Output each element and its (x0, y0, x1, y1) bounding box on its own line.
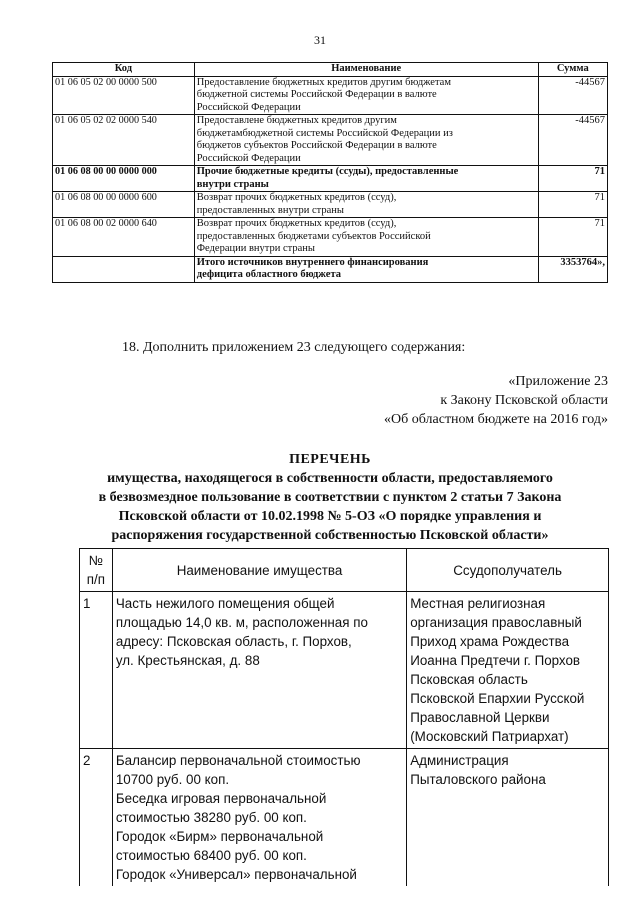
budget-name-line: Федерации внутри страны (196, 243, 315, 254)
budget-name-line: предоставленных бюджетами субъектов Российской (196, 230, 431, 242)
budget-table-row (53, 192, 608, 218)
property-table-row (80, 592, 609, 749)
column-header-number: № п/п (80, 549, 113, 592)
property-recipient-line: организация православный (410, 615, 582, 630)
property-name-line: Часть нежилого помещения общей (115, 596, 335, 611)
budget-table-row (53, 218, 608, 257)
budget-name-line: Предоставление бюджетных кредитов другим бюджетам (196, 76, 451, 88)
property-recipient-line: Пыталовского района (410, 772, 546, 787)
property-name-line: 10700 руб. 00 коп. (115, 772, 230, 787)
budget-table-row (53, 115, 608, 166)
budget-sum-cell: 71 (538, 192, 607, 218)
property-recipient-line: (Московский Патриархат) (410, 729, 569, 744)
budget-sum-cell: -44567 (538, 76, 607, 115)
budget-table-row (53, 256, 608, 282)
budget-sum-cell: 71 (538, 166, 607, 192)
property-name-line: Городок «Универсал» первоначальной (115, 867, 357, 882)
budget-table-header (53, 63, 608, 77)
property-name-cell (112, 592, 406, 749)
property-number-cell: 2 (80, 749, 113, 887)
appendix-reference (208, 372, 608, 429)
budget-sum-cell: -44567 (538, 115, 607, 166)
budget-name-line: Российской Федерации (196, 152, 301, 164)
property-name-line: стоимостью 68400 руб. 00 коп. (115, 848, 307, 863)
property-recipient-line: Иоанна Предтечи г. Порхов (410, 653, 581, 668)
budget-code-cell (53, 256, 195, 282)
property-recipient-line: Местная религиозная (410, 596, 546, 611)
budget-sum-cell: 3353764», (538, 256, 607, 282)
column-header-sum: Сумма (538, 63, 607, 77)
budget-name-cell (194, 76, 538, 115)
budget-name-line: дефицита областного бюджета (196, 269, 341, 280)
appendix-line-1: «Приложение 23 (508, 374, 608, 389)
heading-line-1: имущества, находящегося в собственности области, предоставляемого (107, 471, 553, 486)
column-header-property-name: Наименование имущества (112, 549, 406, 592)
property-recipient-line: Приход храма Рождества (410, 634, 570, 649)
budget-name-line: бюджетов субъектов Российской Федерации в валюте (196, 140, 437, 151)
budget-name-cell (194, 192, 538, 218)
property-table (79, 548, 609, 886)
budget-table-row (53, 166, 608, 192)
column-header-name: Наименование (194, 63, 538, 77)
heading-title: ПЕРЕЧЕНЬ (289, 452, 371, 467)
column-header-recipient: Ссудополучатель (407, 549, 609, 592)
budget-name-line: бюджетамбюджетной системы Российской Федерации из (196, 127, 453, 139)
budget-table-row (53, 76, 608, 115)
budget-name-cell (194, 256, 538, 282)
budget-name-cell (194, 115, 538, 166)
budget-sources-table (52, 62, 608, 283)
property-table-row (80, 749, 609, 887)
budget-name-line: Прочие бюджетные кредиты (ссуды), предоставленные (196, 166, 459, 177)
budget-name-cell (194, 166, 538, 192)
property-table-header (80, 549, 609, 592)
budget-name-line: Итого источников внутреннего финансирования (196, 256, 429, 268)
property-name-line: адресу: Псковская область, г. Порхов, (115, 634, 352, 649)
budget-name-line: бюджетной системы Российской Федерации в валюте (196, 89, 437, 100)
property-name-line: Балансир первоначальной стоимостью (115, 753, 361, 768)
budget-name-cell (194, 218, 538, 257)
property-name-line: Беседка игровая первоначальной (115, 791, 327, 806)
budget-code-cell: 01 06 08 00 00 0000 600 (53, 192, 195, 218)
budget-code-cell: 01 06 05 02 02 0000 540 (53, 115, 195, 166)
property-recipient-line: Православной Церкви (410, 710, 550, 725)
budget-code-cell: 01 06 08 00 02 0000 640 (53, 218, 195, 257)
property-recipient-line: Администрация (410, 753, 509, 768)
budget-name-line: Возврат прочих бюджетных кредитов (ссуд), (196, 192, 397, 203)
property-name-line: ул. Крестьянская, д. 88 (115, 653, 260, 668)
appendix-line-3: «Об областном бюджете на 2016 год» (384, 412, 608, 427)
appendix-line-2: к Закону Псковской области (440, 393, 608, 408)
property-name-line: Городок «Бирм» первоначальной (115, 829, 324, 844)
budget-name-line: Российской Федерации (196, 101, 301, 113)
budget-name-line: предоставленных внутри страны (196, 204, 344, 216)
budget-name-line: внутри страны (196, 178, 269, 190)
column-header-code: Код (53, 63, 195, 77)
budget-sum-cell: 71 (538, 218, 607, 257)
property-name-cell (112, 749, 406, 887)
heading-line-3: Псковской области от 10.02.1998 № 5-ОЗ «О порядке управления и (118, 509, 542, 524)
budget-code-cell: 01 06 08 00 00 0000 000 (53, 166, 195, 192)
budget-name-line: Возврат прочих бюджетных кредитов (ссуд), (196, 218, 397, 229)
property-recipient-line: Псковской Епархии Русской (410, 691, 585, 706)
page-number: 31 (314, 33, 326, 47)
property-number-cell: 1 (80, 592, 113, 749)
list-heading (60, 450, 600, 545)
heading-line-2: в безвозмездное пользование в соответствии с пунктом 2 статьи 7 Закона (98, 490, 562, 505)
property-recipient-line: Псковская область (410, 672, 528, 687)
paragraph-18: 18. Дополнить приложением 23 следующего содержания: (122, 340, 466, 355)
budget-code-cell: 01 06 05 02 00 0000 500 (53, 76, 195, 115)
budget-name-line: Предоставлене бюджетных кредитов другим (196, 115, 397, 126)
property-recipient-cell (407, 592, 609, 749)
property-name-line: площадью 14,0 кв. м, расположенная по (115, 615, 368, 630)
property-name-line: стоимостью 38280 руб. 00 коп. (115, 810, 307, 825)
heading-line-4: распоряжения государственной собственностью Псковской области» (111, 528, 549, 543)
property-recipient-cell (407, 749, 609, 887)
